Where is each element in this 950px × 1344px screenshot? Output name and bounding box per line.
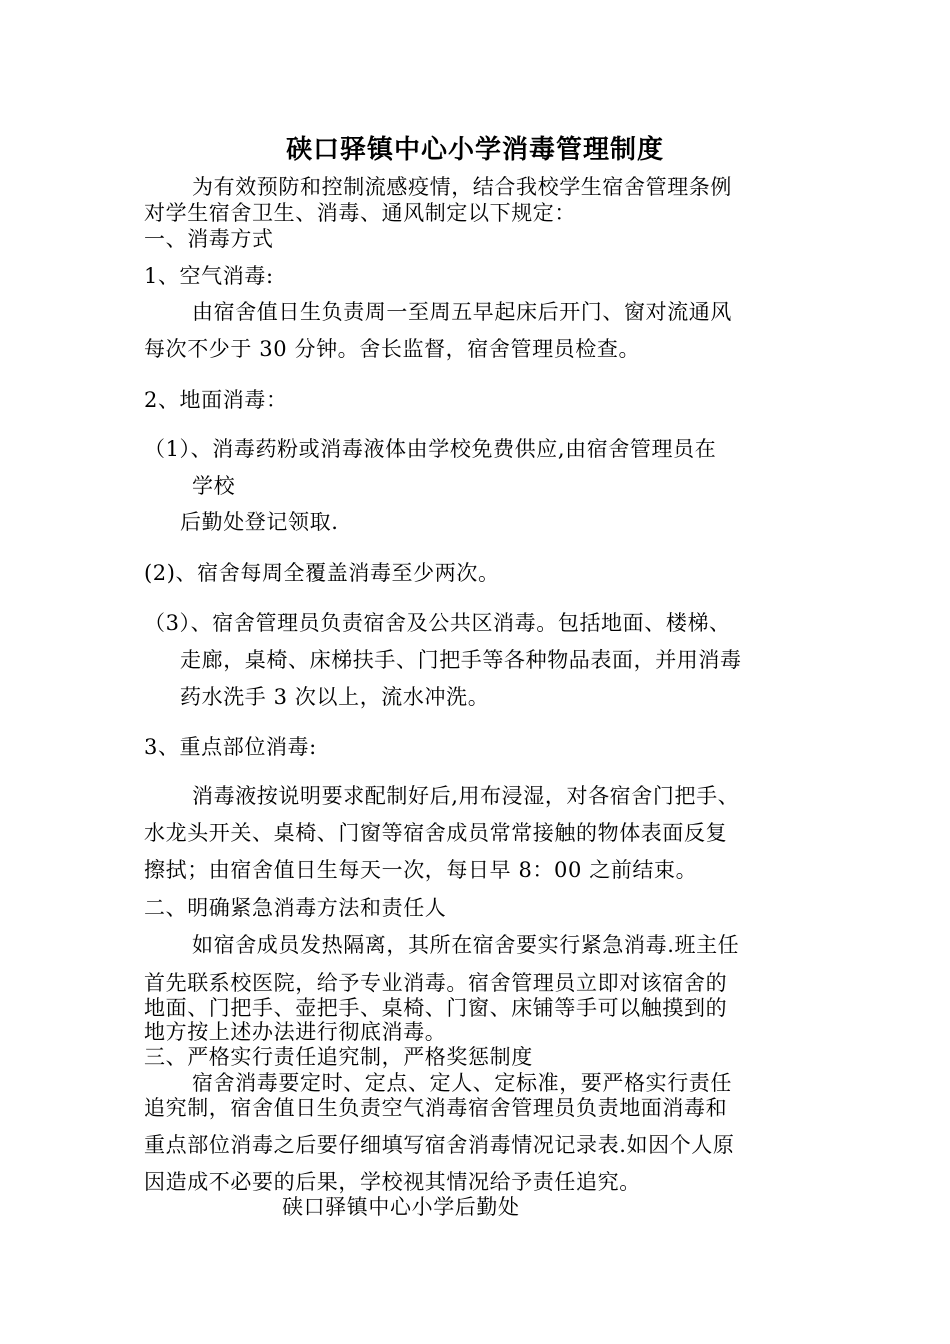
item-2-heading: 2、地面消毒： xyxy=(144,388,288,412)
section-3-body-line-1: 宿舍消毒要定时、定点、定人、定标准，要严格实行责任 xyxy=(192,1071,732,1095)
section-2-body-line-1: 如宿舍成员发热隔离，其所在宿舍要实行紧急消毒.班主任 xyxy=(192,933,740,957)
item-1-body-line-2: 每次不少于 30 分钟。舍长监督，宿舍管理员检查。 xyxy=(144,337,641,361)
signature: 硖口驿镇中心小学后勤处 xyxy=(282,1195,520,1219)
section-3-body-line-4: 因造成不必要的后果，学校视其情况给予责任追究。 xyxy=(144,1170,641,1194)
section-2-heading: 二、明确紧急消毒方法和责任人 xyxy=(144,896,447,920)
item-2-sub-2: (2)、宿舍每周全覆盖消毒至少两次。 xyxy=(144,561,500,585)
item-2-sub-3-line-3: 药水洗手 3 次以上，流水冲洗。 xyxy=(180,685,490,709)
item-2-sub-3-line-2: 走廊，桌椅、床梯扶手、门把手等各种物品表面，并用消毒 xyxy=(180,648,742,672)
item-2-sub-1-line-2: 学校 xyxy=(192,474,236,498)
item-2-sub-1-line-3: 后勤处登记领取. xyxy=(180,510,339,534)
item-3-body-line-1: 消毒液按说明要求配制好后,用布浸湿，对各宿舍门把手、 xyxy=(192,784,740,808)
item-1-body-line-1: 由宿舍值日生负责周一至周五早起床后开门、窗对流通风 xyxy=(192,300,732,324)
item-1-heading: 1、空气消毒: xyxy=(144,264,274,288)
item-2-sub-1-line-1: （1）、消毒药粉或消毒液体由学校免费供应,由宿舍管理员在 xyxy=(144,437,717,461)
section-3-body-line-2: 追究制，宿舍值日生负责空气消毒宿舍管理员负责地面消毒和 xyxy=(144,1096,728,1120)
item-3-body-line-2: 水龙头开关、桌椅、门窗等宿舍成员常常接触的物体表面反复 xyxy=(144,821,728,845)
intro-line-2: 对学生宿舍卫生、消毒、通风制定以下规定： xyxy=(144,201,576,225)
item-2-sub-3-line-1: （3）、宿舍管理员负责宿舍及公共区消毒。包括地面、楼梯、 xyxy=(144,611,731,635)
item-3-heading: 3、重点部位消毒: xyxy=(144,735,317,759)
section-3-heading: 三、严格实行责任追究制，严格奖惩制度 xyxy=(144,1045,533,1069)
intro-line-1: 为有效预防和控制流感疫情，结合我校学生宿舍管理条例 xyxy=(192,175,732,199)
section-2-body-line-3: 地面、门把手、壶把手、桌椅、门窗、床铺等手可以触摸到的 xyxy=(144,996,728,1020)
item-3-body-line-3: 擦拭；由宿舍值日生每天一次，每日早 8：00 之前结束。 xyxy=(144,858,698,882)
section-3-body-line-3: 重点部位消毒之后要仔细填写宿舍消毒情况记录表.如因个人原 xyxy=(144,1133,735,1157)
section-1-heading: 一、消毒方式 xyxy=(144,227,274,251)
section-2-body-line-2: 首先联系校医院，给予专业消毒。宿舍管理员立即对该宿舍的 xyxy=(144,971,728,995)
section-2-body-line-4: 地方按上述办法进行彻底消毒。 xyxy=(144,1020,447,1044)
document-title: 硖口驿镇中心小学消毒管理制度 xyxy=(285,135,664,165)
